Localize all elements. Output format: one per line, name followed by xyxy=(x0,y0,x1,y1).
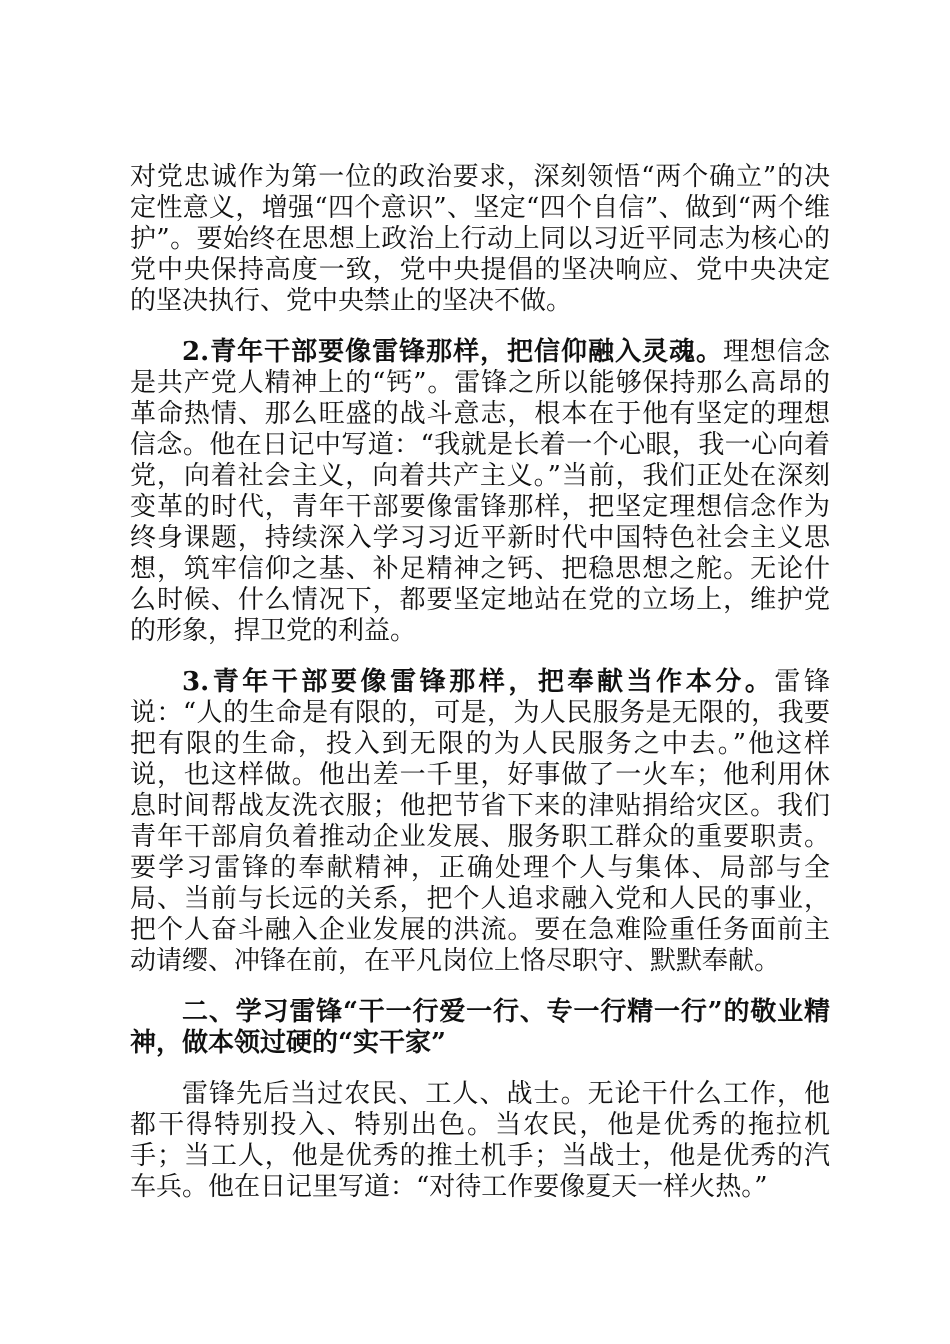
paragraph-work-ethic: 雷锋先后当过农民、工人、战士。无论干什么工作，他都干得特别投入、特别出色。当农民，他是优秀的拖拉机手；当工人，他是优秀的推土机手；当战士，他是优秀的汽车兵。他在日记里写道：“对待工作要像夏天一样火热。” xyxy=(130,1079,830,1202)
section-heading: 二、学习雷锋“干一行爱一行、专一行精一行”的敬业精神，做本领过硬的“实干家” xyxy=(130,997,830,1058)
paragraph-dedication xyxy=(130,667,830,977)
paragraph-party-loyalty xyxy=(130,162,830,317)
paragraph-faith xyxy=(130,337,830,647)
document-body xyxy=(130,162,830,1223)
paragraph-lead-heading: 3.青年干部要像雷锋那样，把奉献当作本分。 xyxy=(182,667,775,697)
paragraph-text: 理想信念是共产党人精神上的“钙”。雷锋之所以能够保持那么高昂的革命热情、那么旺盛的战斗意志，根本在于他有坚定的理想信念。他在日记中写道：“我就是长着一个心眼，我一心向着党，向着社会主义，向着共产主义。”当前，我们正处在深刻变革的时代，青年干部要像雷锋那样，把坚定理想信念作为终身课题，持续深入学习习近平新时代中国特色社会主义思想，筑牢信仰之基、补足精神之钙、把稳思想之舵。无论什么时候、什么情况下，都要坚定地站在党的立场上，维护党的形象，捍卫党的利益。 xyxy=(130,337,830,646)
paragraph-text: 对党忠诚作为第一位的政治要求，深刻领悟“两个确立”的决定性意义，增强“四个意识”、坚定“四个自信”、做到“两个维护”。要始终在思想上政治上行动上同以习近平同志为核心的党中央保持高度一致，党中央提倡的坚决响应、党中央决定的坚决执行、党中央禁止的坚决不做。 xyxy=(130,162,830,316)
paragraph-lead-heading: 2.青年干部要像雷锋那样，把信仰融入灵魂。 xyxy=(182,337,723,367)
paragraph-text: 雷锋说：“人的生命是有限的，可是，为人民服务是无限的，我要把有限的生命，投入到无限的为人民服务之中去。”他这样说，也这样做。他出差一千里，好事做了一火车；他利用休息时间帮战友洗衣服；他把节省下来的津贴捐给灾区。我们青年干部肩负着推动企业发展、服务职工群众的重要职责。要学习雷锋的奉献精神，正确处理个人与集体、局部与全局、当前与长远的关系，把个人追求融入党和人民的事业，把个人奋斗融入企业发展的洪流。要在急难险重任务面前主动请缨、冲锋在前，在平凡岗位上恪尽职守、默默奉献。 xyxy=(130,667,830,976)
